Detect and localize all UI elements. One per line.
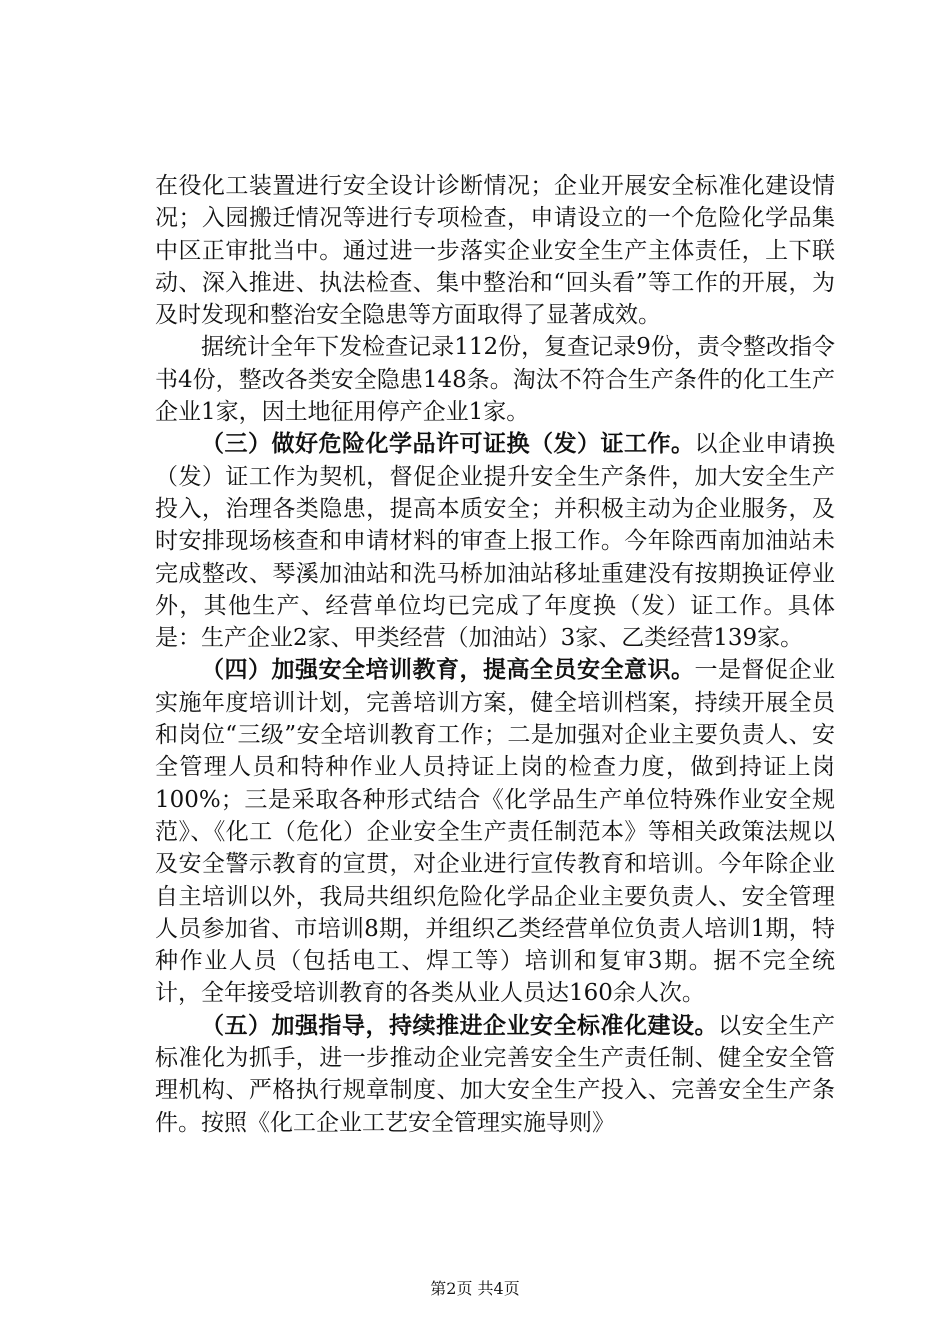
paragraph-continuation [155, 170, 835, 331]
paragraph-text: 一是督促企业实施年度培训计划，完善培训方案，健全培训档案，持续开展全员和岗位“三级”安全培训教育工作；二是加强对企业主要负责人、安全管理人员和特种作业人员持证上岗的检查力度，做到持证上岗100%；三是采取各种形式结合《化学品生产单位特殊作业安全规范》、《化工（危化）企业安全生产责任制范本》等相关政策法规以及安全警示教育的宣贯，对企业进行宣传教育和培训。今年除企业自主培训以外，我局共组织危险化学品企业主要负责人、安全管理人员参加省、市培训8期，并组织乙类经营单位负责人培训1期，特种作业人员（包括电工、焊工等）培训和复审3期。据不完全统计，全年接受培训教育的各类从业人员达160余人次。 [155, 657, 835, 1007]
paragraph-section-5 [155, 1010, 835, 1139]
paragraph-text: 以企业申请换（发）证工作为契机，督促企业提升安全生产条件，加大安全生产投入，治理各类隐患，提高本质安全；并积极主动为企业服务，及时安排现场核查和申请材料的审查上报工作。今年除西南加油站未完成整改、琴溪加油站和洗马桥加油站移址重建没有按期换证停业外，其他生产、经营单位均已完成了年度换（发）证工作。具体是：生产企业2家、甲类经营（加油站）3家、乙类经营139家。 [155, 431, 835, 652]
page-footer [0, 1276, 950, 1299]
paragraph-section-3 [155, 428, 835, 654]
section-heading: （四）加强安全培训教育，提高全员安全意识。 [201, 656, 695, 684]
section-heading: （五）加强指导，持续推进企业安全标准化建设。 [201, 1011, 718, 1039]
paragraph-statistics [155, 331, 835, 428]
document-body [155, 170, 835, 1139]
paragraph-section-4 [155, 654, 835, 1009]
paragraph-text: 在役化工装置进行安全设计诊断情况；企业开展安全标准化建设情况；入园搬迁情况等进行专项检查，申请设立的一个危险化学品集中区正审批当中。通过进一步落实企业安全生产主体责任，上下联动、深入推进、执法检查、集中整治和“回头看”等工作的开展，为及时发现和整治安全隐患等方面取得了显著成效。 [155, 173, 835, 329]
page-number: 第2页 共4页 [430, 1279, 520, 1298]
paragraph-text: 据统计全年下发检查记录112份，复查记录9份，责令整改指令书4份，整改各类安全隐患148条。淘汰不符合生产条件的化工生产企业1家，因土地征用停产企业1家。 [155, 334, 835, 426]
section-heading: （三）做好危险化学品许可证换（发）证工作。 [201, 430, 695, 458]
paragraph-text: 以安全生产标准化为抓手，进一步推动企业完善安全生产责任制、健全安全管理机构、严格执行规章制度、加大安全生产投入、完善安全生产条件。按照《化工企业工艺安全管理实施导则》 [155, 1012, 835, 1136]
